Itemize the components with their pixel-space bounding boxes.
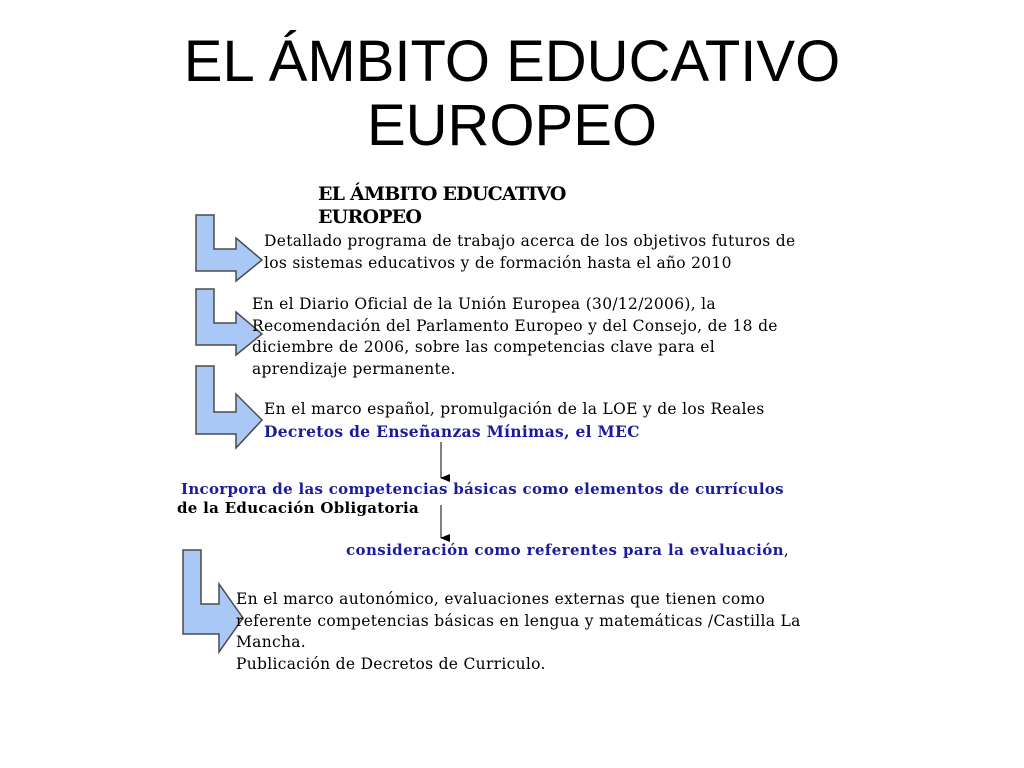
text-line-highlight: Incorpora de las competencias básicas como elementos de currículos [181, 480, 784, 498]
diagram-heading-line-1: EL ÁMBITO EDUCATIVO [318, 183, 566, 205]
text-block-diario-oficial [252, 294, 778, 380]
diagram-heading [318, 183, 566, 229]
slide-title-line-2: EUROPEO [366, 93, 658, 158]
text-block-programa [264, 231, 795, 274]
text-line: diciembre de 2006, sobre las competencias clave para el [252, 338, 715, 356]
text-line: En el marco autonómico, evaluaciones externas que tienen como [236, 590, 766, 608]
slide-title-line-1: EL ÁMBITO EDUCATIVO [183, 29, 841, 94]
diagram-heading-line-2: EUROPEO [318, 206, 422, 228]
text-line: referente competencias básicas en lengua y matemáticas /Castilla La [236, 611, 801, 630]
bent-arrow-icon [194, 213, 266, 283]
text-line: aprendizaje permanente. [252, 359, 456, 378]
text-block-consideracion [346, 541, 789, 560]
text-line: Recomendación del Parlamento Europeo y del Consejo, de 18 de [252, 316, 778, 335]
text-line: En el Diario Oficial de la Unión Europea (30/12/2006), la [252, 295, 716, 313]
text-suffix: , [783, 541, 790, 559]
text-block-marco-espanol [264, 399, 764, 442]
text-line-highlight: Decretos de Enseñanzas Mínimas, el MEC [264, 421, 640, 441]
text-line: los sistemas educativos y de formación hasta el año 2010 [264, 253, 732, 272]
slide-title [0, 30, 1024, 158]
text-line: de la Educación Obligatoria [177, 499, 420, 517]
text-line: En el marco español, promulgación de la LOE y de los Reales [264, 400, 765, 418]
text-line: Publicación de Decretos de Curriculo. [236, 654, 546, 673]
text-block-incorpora [177, 480, 784, 518]
text-line-highlight: consideración como referentes para la evaluación [346, 541, 784, 559]
text-line: Detallado programa de trabajo acerca de los objetivos futuros de [264, 232, 796, 250]
text-block-marco-autonomico [236, 589, 801, 675]
text-line: Mancha. [236, 633, 307, 651]
